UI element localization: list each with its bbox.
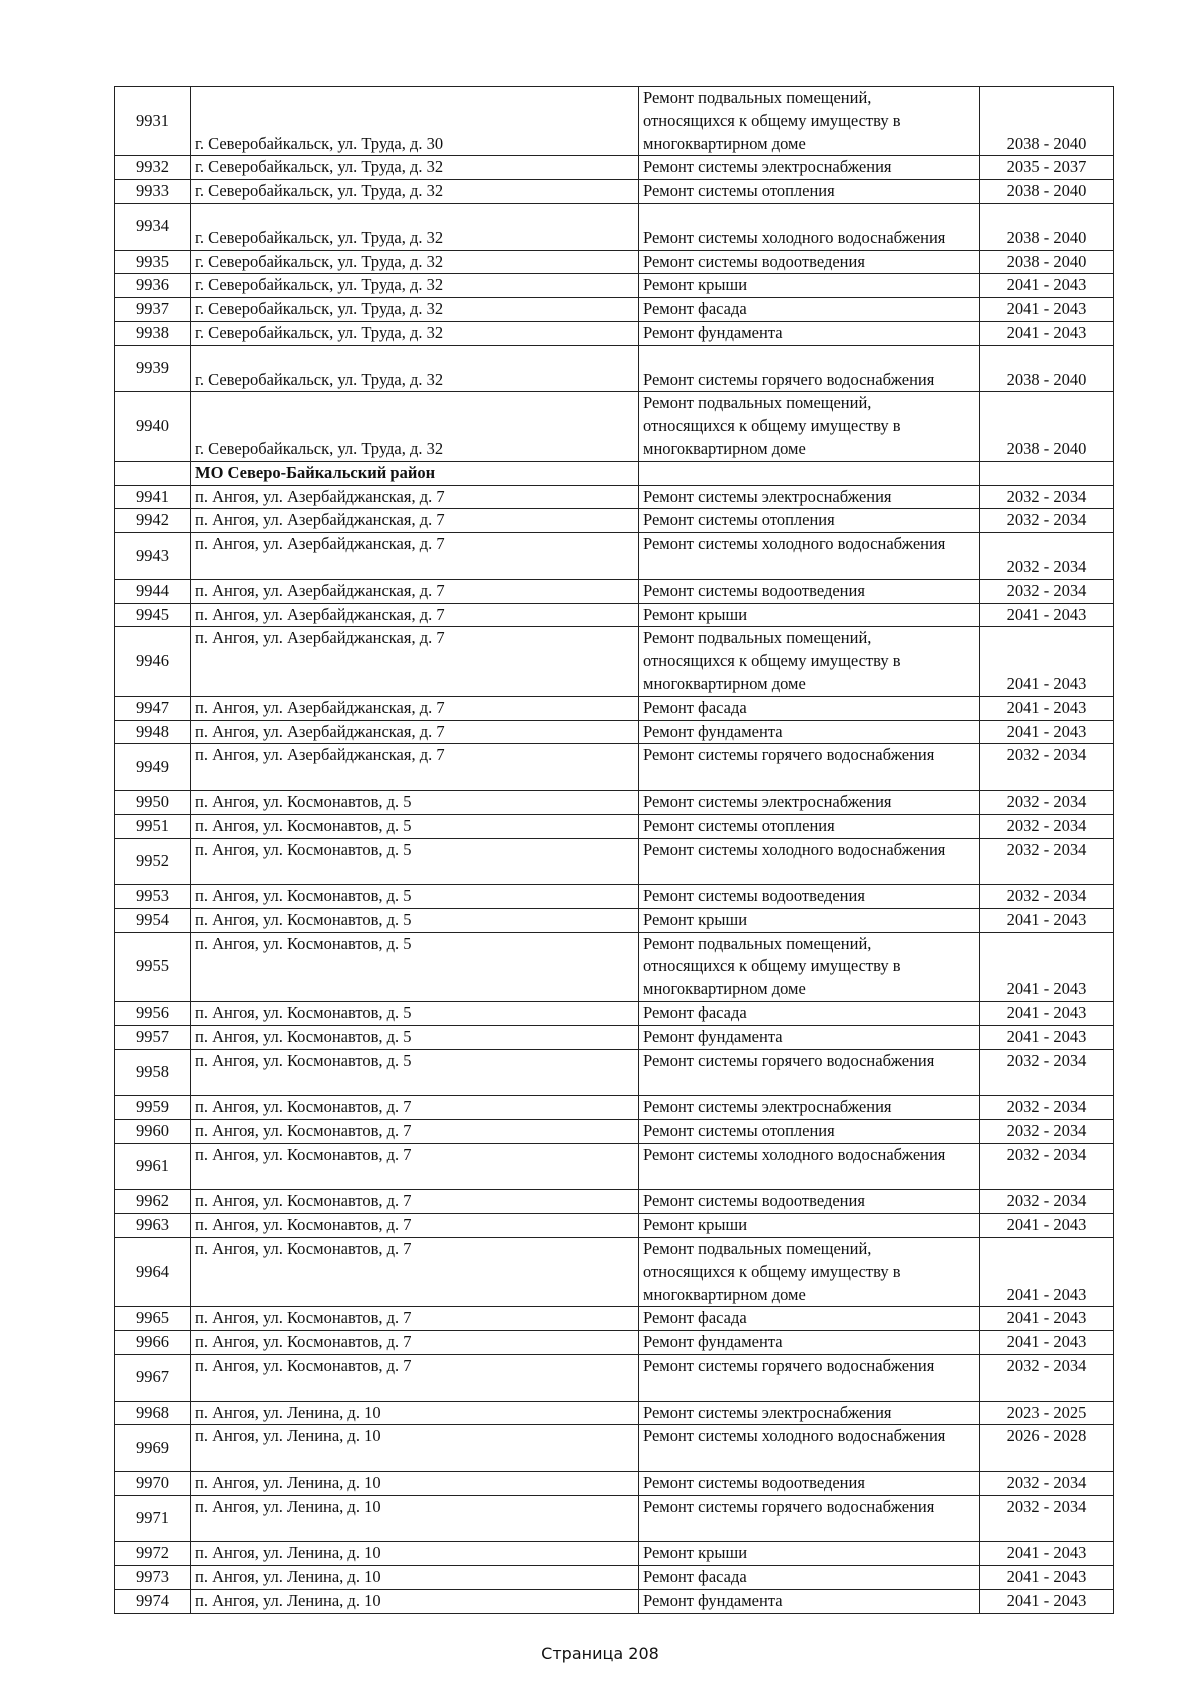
work-type-cell (639, 509, 980, 533)
period-cell: 2041 - 2043 (980, 908, 1114, 932)
work-type-line: Ремонт крыши (643, 1543, 748, 1563)
work-type-line: Ремонт системы холодного водоснабжения (643, 534, 946, 554)
address-cell: п. Ангоя, ул. Азербайджанская, д. 7 (191, 627, 639, 696)
work-type-line: Ремонт системы электроснабжения (643, 486, 892, 506)
row-number: 9953 (115, 885, 191, 909)
work-type-line: Ремонт фасада (643, 1567, 747, 1587)
period-cell: 2032 - 2034 (980, 509, 1114, 533)
work-type-cell (639, 1590, 980, 1614)
work-type-cell (639, 274, 980, 298)
row-number: 9939 (115, 345, 191, 392)
address-cell: п. Ангоя, ул. Ленина, д. 10 (191, 1425, 639, 1472)
address-cell: п. Ангоя, ул. Космонавтов, д. 7 (191, 1190, 639, 1214)
row-number: 9974 (115, 1590, 191, 1614)
row-number: 9957 (115, 1025, 191, 1049)
row-number: 9940 (115, 392, 191, 461)
row-number: 9969 (115, 1425, 191, 1472)
period-cell: 2038 - 2040 (980, 87, 1114, 156)
address-cell: п. Ангоя, ул. Космонавтов, д. 5 (191, 885, 639, 909)
row-number: 9966 (115, 1331, 191, 1355)
period-cell: 2041 - 2043 (980, 1214, 1114, 1238)
period-cell: 2038 - 2040 (980, 392, 1114, 461)
row-number: 9944 (115, 579, 191, 603)
table-row (115, 885, 1114, 909)
work-type-line: Ремонт системы электроснабжения (643, 1097, 892, 1117)
row-number: 9931 (115, 87, 191, 156)
work-type-line: Ремонт системы электроснабжения (643, 791, 892, 811)
period-cell: 2035 - 2037 (980, 156, 1114, 180)
work-type-cell (639, 1542, 980, 1566)
period-cell: 2032 - 2034 (980, 790, 1114, 814)
row-number: 9955 (115, 932, 191, 1001)
period-cell: 2041 - 2043 (980, 1331, 1114, 1355)
work-type-line: Ремонт системы водоотведения (643, 1473, 865, 1493)
period-cell: 2032 - 2034 (980, 814, 1114, 838)
row-number: 9961 (115, 1143, 191, 1190)
row-number: 9967 (115, 1355, 191, 1402)
work-type-cell (639, 1307, 980, 1331)
table-row (115, 814, 1114, 838)
address-cell: п. Ангоя, ул. Космонавтов, д. 7 (191, 1096, 639, 1120)
table-row (115, 298, 1114, 322)
period-cell: 2041 - 2043 (980, 274, 1114, 298)
row-number: 9972 (115, 1542, 191, 1566)
address-cell: п. Ангоя, ул. Космонавтов, д. 7 (191, 1307, 639, 1331)
row-number: 9942 (115, 509, 191, 533)
address-cell: п. Ангоя, ул. Азербайджанская, д. 7 (191, 603, 639, 627)
table-row (115, 392, 1114, 461)
work-type-line: Ремонт фундамента (643, 1332, 783, 1352)
row-number: 9963 (115, 1214, 191, 1238)
address-cell: п. Ангоя, ул. Ленина, д. 10 (191, 1566, 639, 1590)
table-row (115, 696, 1114, 720)
row-number: 9970 (115, 1472, 191, 1496)
address-cell: г. Северобайкальск, ул. Труда, д. 32 (191, 203, 639, 250)
period-cell: 2032 - 2034 (980, 1472, 1114, 1496)
table-row (115, 1025, 1114, 1049)
row-number: 9937 (115, 298, 191, 322)
work-type-line: Ремонт системы горячего водоснабжения (643, 1496, 935, 1516)
work-type-cell (639, 250, 980, 274)
work-type-cell (639, 1214, 980, 1238)
table-row (115, 250, 1114, 274)
table-row (115, 533, 1114, 580)
row-number: 9959 (115, 1096, 191, 1120)
page-number: Страница 208 (541, 1644, 659, 1663)
table-row (115, 1425, 1114, 1472)
work-type-cell (639, 321, 980, 345)
work-type-cell (639, 1096, 980, 1120)
table-row (115, 1143, 1114, 1190)
row-number: 9973 (115, 1566, 191, 1590)
table-row (115, 790, 1114, 814)
work-type-cell (639, 180, 980, 204)
address-cell: п. Ангоя, ул. Азербайджанская, д. 7 (191, 485, 639, 509)
work-type-line: Ремонт системы водоотведения (643, 251, 865, 271)
table-body (115, 87, 1114, 1614)
work-type-cell (639, 627, 980, 696)
work-type-line: Ремонт подвальных помещений, (643, 393, 872, 413)
work-type-line: Ремонт системы холодного водоснабжения (643, 839, 946, 859)
work-type-line: Ремонт системы отопления (643, 510, 835, 530)
table-row (115, 1214, 1114, 1238)
work-type-line: Ремонт фундамента (643, 1591, 783, 1610)
address-cell: г. Северобайкальск, ул. Труда, д. 32 (191, 180, 639, 204)
address-cell: п. Ангоя, ул. Космонавтов, д. 5 (191, 814, 639, 838)
table-row (115, 1096, 1114, 1120)
table-row (115, 1307, 1114, 1331)
row-number: 9932 (115, 156, 191, 180)
period-cell: 2041 - 2043 (980, 603, 1114, 627)
period-cell: 2041 - 2043 (980, 1238, 1114, 1307)
work-type-cell (639, 1472, 980, 1496)
work-type-line: относящихся к общему имуществу в (643, 651, 901, 671)
work-type-cell (639, 1331, 980, 1355)
address-cell: п. Ангоя, ул. Азербайджанская, д. 7 (191, 744, 639, 791)
address-cell: п. Ангоя, ул. Азербайджанская, д. 7 (191, 533, 639, 580)
period-cell: 2023 - 2025 (980, 1401, 1114, 1425)
document-sheet (114, 86, 1114, 1614)
work-type-line: Ремонт системы электроснабжения (643, 1402, 892, 1422)
period-cell: 2032 - 2034 (980, 1143, 1114, 1190)
period-cell: 2041 - 2043 (980, 298, 1114, 322)
work-type-line: Ремонт фасада (643, 299, 747, 319)
address-cell: п. Ангоя, ул. Ленина, д. 10 (191, 1495, 639, 1542)
work-type-cell (639, 790, 980, 814)
work-type-line: Ремонт системы горячего водоснабжения (643, 1356, 935, 1376)
work-type-line: Ремонт фундамента (643, 322, 783, 342)
row-number: 9949 (115, 744, 191, 791)
period-cell: 2038 - 2040 (980, 203, 1114, 250)
row-number: 9958 (115, 1049, 191, 1096)
period-cell: 2026 - 2028 (980, 1425, 1114, 1472)
work-type-cell (639, 1238, 980, 1307)
period-cell: 2032 - 2034 (980, 838, 1114, 885)
work-type-line: Ремонт фасада (643, 1308, 747, 1328)
address-cell: п. Ангоя, ул. Космонавтов, д. 7 (191, 1120, 639, 1144)
row-number: 9935 (115, 250, 191, 274)
work-type-line: относящихся к общему имуществу в (643, 416, 901, 436)
period-cell: 2041 - 2043 (980, 321, 1114, 345)
address-cell: п. Ангоя, ул. Космонавтов, д. 7 (191, 1355, 639, 1402)
work-type-line: многоквартирном доме (643, 979, 806, 999)
row-number: 9947 (115, 696, 191, 720)
period-cell: 2032 - 2034 (980, 1495, 1114, 1542)
address-cell: п. Ангоя, ул. Ленина, д. 10 (191, 1590, 639, 1614)
work-type-line: многоквартирном доме (643, 1284, 806, 1304)
table-row (115, 1355, 1114, 1402)
address-cell: п. Ангоя, ул. Космонавтов, д. 5 (191, 932, 639, 1001)
row-number: 9950 (115, 790, 191, 814)
address-cell: п. Ангоя, ул. Азербайджанская, д. 7 (191, 509, 639, 533)
period-cell: 2041 - 2043 (980, 1307, 1114, 1331)
work-type-cell (639, 744, 980, 791)
work-type-line: Ремонт подвальных помещений, (643, 88, 872, 107)
period-cell: 2032 - 2034 (980, 744, 1114, 791)
table-row (115, 1590, 1114, 1614)
row-number: 9933 (115, 180, 191, 204)
address-cell: п. Ангоя, ул. Азербайджанская, д. 7 (191, 720, 639, 744)
work-type-cell (639, 603, 980, 627)
period-cell: 2038 - 2040 (980, 180, 1114, 204)
table-row (115, 579, 1114, 603)
work-type-cell (639, 1355, 980, 1402)
work-type-cell (639, 1401, 980, 1425)
address-cell: п. Ангоя, ул. Космонавтов, д. 7 (191, 1238, 639, 1307)
table-row (115, 345, 1114, 392)
work-type-cell (639, 1120, 980, 1144)
work-type-line: Ремонт фасада (643, 1003, 747, 1023)
address-cell: п. Ангоя, ул. Космонавтов, д. 5 (191, 790, 639, 814)
table-row (115, 720, 1114, 744)
row-number: 9954 (115, 908, 191, 932)
address-cell: п. Ангоя, ул. Космонавтов, д. 7 (191, 1331, 639, 1355)
table-row (115, 1401, 1114, 1425)
address-cell: г. Северобайкальск, ул. Труда, д. 32 (191, 156, 639, 180)
section-title: МО Северо-Байкальский район (191, 461, 639, 485)
period-cell: 2032 - 2034 (980, 1049, 1114, 1096)
work-type-cell (639, 533, 980, 580)
work-type-line: Ремонт крыши (643, 604, 748, 624)
work-type-cell (639, 579, 980, 603)
work-type-cell (639, 1025, 980, 1049)
row-number: 9960 (115, 1120, 191, 1144)
row-number: 9934 (115, 203, 191, 250)
work-type-cell (639, 1143, 980, 1190)
row-number: 9971 (115, 1495, 191, 1542)
work-type-cell (639, 838, 980, 885)
table-row (115, 744, 1114, 791)
section-row (115, 461, 1114, 485)
period-cell: 2041 - 2043 (980, 1542, 1114, 1566)
period-cell: 2041 - 2043 (980, 1025, 1114, 1049)
row-number: 9943 (115, 533, 191, 580)
period-cell: 2032 - 2034 (980, 885, 1114, 909)
address-cell: г. Северобайкальск, ул. Труда, д. 32 (191, 298, 639, 322)
table-row (115, 1049, 1114, 1096)
work-type-cell (639, 1495, 980, 1542)
work-type-line: Ремонт системы холодного водоснабжения (643, 1426, 946, 1446)
address-cell: п. Ангоя, ул. Космонавтов, д. 5 (191, 838, 639, 885)
work-type-line: многоквартирном доме (643, 133, 806, 153)
work-type-line: Ремонт системы горячего водоснабжения (643, 1050, 935, 1070)
period-cell: 2041 - 2043 (980, 932, 1114, 1001)
table-row (115, 1566, 1114, 1590)
table-row (115, 932, 1114, 1001)
row-number: 9951 (115, 814, 191, 838)
period-cell: 2032 - 2034 (980, 485, 1114, 509)
work-type-cell (639, 885, 980, 909)
row-number: 9956 (115, 1002, 191, 1026)
empty-cell (639, 461, 980, 485)
period-cell: 2041 - 2043 (980, 1002, 1114, 1026)
period-cell: 2032 - 2034 (980, 1190, 1114, 1214)
work-type-cell (639, 298, 980, 322)
table-row (115, 321, 1114, 345)
work-type-line: Ремонт крыши (643, 275, 748, 295)
period-cell: 2041 - 2043 (980, 1590, 1114, 1614)
period-cell: 2032 - 2034 (980, 579, 1114, 603)
work-type-line: Ремонт фундамента (643, 1026, 783, 1046)
address-cell: г. Северобайкальск, ул. Труда, д. 30 (191, 87, 639, 156)
work-type-cell (639, 345, 980, 392)
work-type-line: относящихся к общему имуществу в (643, 110, 901, 130)
table-row (115, 1472, 1114, 1496)
work-type-line: Ремонт крыши (643, 1215, 748, 1235)
work-type-line: многоквартирном доме (643, 673, 806, 693)
address-cell: п. Ангоя, ул. Космонавтов, д. 5 (191, 1049, 639, 1096)
period-cell: 2041 - 2043 (980, 720, 1114, 744)
row-number: 9964 (115, 1238, 191, 1307)
period-cell: 2032 - 2034 (980, 1096, 1114, 1120)
row-number: 9941 (115, 485, 191, 509)
table-row (115, 838, 1114, 885)
work-type-cell (639, 87, 980, 156)
period-cell: 2041 - 2043 (980, 696, 1114, 720)
address-cell: п. Ангоя, ул. Азербайджанская, д. 7 (191, 579, 639, 603)
row-number: 9945 (115, 603, 191, 627)
work-type-line: Ремонт системы водоотведения (643, 886, 865, 906)
row-number: 9938 (115, 321, 191, 345)
address-cell: п. Ангоя, ул. Космонавтов, д. 7 (191, 1214, 639, 1238)
address-cell: г. Северобайкальск, ул. Труда, д. 32 (191, 321, 639, 345)
work-type-cell (639, 696, 980, 720)
address-cell: г. Северобайкальск, ул. Труда, д. 32 (191, 250, 639, 274)
work-type-line: Ремонт системы отопления (643, 1121, 835, 1141)
work-type-cell (639, 203, 980, 250)
address-cell: п. Ангоя, ул. Космонавтов, д. 5 (191, 1025, 639, 1049)
row-number: 9946 (115, 627, 191, 696)
empty-cell (115, 461, 191, 485)
work-type-line: Ремонт системы отопления (643, 815, 835, 835)
work-type-line: Ремонт системы электроснабжения (643, 157, 892, 177)
work-type-line: многоквартирном доме (643, 438, 806, 458)
table-row (115, 485, 1114, 509)
work-type-line: Ремонт крыши (643, 909, 748, 929)
table-row (115, 908, 1114, 932)
work-type-line: Ремонт системы холодного водоснабжения (643, 1144, 946, 1164)
period-cell: 2032 - 2034 (980, 533, 1114, 580)
address-cell: п. Ангоя, ул. Космонавтов, д. 7 (191, 1143, 639, 1190)
work-type-line: Ремонт системы водоотведения (643, 580, 865, 600)
work-type-line: относящихся к общему имуществу в (643, 1261, 901, 1281)
table-row (115, 203, 1114, 250)
work-type-cell (639, 156, 980, 180)
repair-schedule-table (114, 86, 1114, 1614)
row-number: 9936 (115, 274, 191, 298)
empty-cell (980, 461, 1114, 485)
work-type-cell (639, 814, 980, 838)
work-type-cell (639, 932, 980, 1001)
work-type-line: Ремонт системы холодного водоснабжения (643, 227, 946, 247)
work-type-cell (639, 1049, 980, 1096)
work-type-cell (639, 1425, 980, 1472)
work-type-line: Ремонт фасада (643, 697, 747, 717)
address-cell: п. Ангоя, ул. Космонавтов, д. 5 (191, 908, 639, 932)
period-cell: 2041 - 2043 (980, 627, 1114, 696)
table-row (115, 156, 1114, 180)
address-cell: п. Ангоя, ул. Ленина, д. 10 (191, 1401, 639, 1425)
row-number: 9952 (115, 838, 191, 885)
row-number: 9948 (115, 720, 191, 744)
work-type-cell (639, 908, 980, 932)
table-row (115, 180, 1114, 204)
work-type-cell (639, 392, 980, 461)
work-type-line: Ремонт подвальных помещений, (643, 628, 872, 648)
address-cell: п. Ангоя, ул. Ленина, д. 10 (191, 1472, 639, 1496)
address-cell: г. Северобайкальск, ул. Труда, д. 32 (191, 392, 639, 461)
address-cell: г. Северобайкальск, ул. Труда, д. 32 (191, 345, 639, 392)
table-row (115, 87, 1114, 156)
table-row (115, 1238, 1114, 1307)
table-row (115, 509, 1114, 533)
period-cell: 2038 - 2040 (980, 345, 1114, 392)
period-cell: 2038 - 2040 (980, 250, 1114, 274)
work-type-cell (639, 720, 980, 744)
address-cell: п. Ангоя, ул. Космонавтов, д. 5 (191, 1002, 639, 1026)
period-cell: 2032 - 2034 (980, 1355, 1114, 1402)
work-type-line: относящихся к общему имуществу в (643, 956, 901, 976)
work-type-line: Ремонт подвальных помещений, (643, 1239, 872, 1259)
table-row (115, 1120, 1114, 1144)
table-row (115, 1542, 1114, 1566)
address-cell: п. Ангоя, ул. Азербайджанская, д. 7 (191, 696, 639, 720)
row-number: 9965 (115, 1307, 191, 1331)
work-type-line: Ремонт системы горячего водоснабжения (643, 745, 935, 765)
work-type-line: Ремонт системы отопления (643, 181, 835, 201)
work-type-line: Ремонт фундамента (643, 721, 783, 741)
work-type-cell (639, 1002, 980, 1026)
row-number: 9962 (115, 1190, 191, 1214)
period-cell: 2032 - 2034 (980, 1120, 1114, 1144)
work-type-line: Ремонт системы водоотведения (643, 1191, 865, 1211)
period-cell: 2041 - 2043 (980, 1566, 1114, 1590)
work-type-line: Ремонт подвальных помещений, (643, 933, 872, 953)
work-type-line: Ремонт системы горячего водоснабжения (643, 369, 935, 389)
table-row (115, 627, 1114, 696)
work-type-cell (639, 1566, 980, 1590)
address-cell: п. Ангоя, ул. Ленина, д. 10 (191, 1542, 639, 1566)
table-row (115, 274, 1114, 298)
work-type-cell (639, 485, 980, 509)
table-row (115, 603, 1114, 627)
address-cell: г. Северобайкальск, ул. Труда, д. 32 (191, 274, 639, 298)
row-number: 9968 (115, 1401, 191, 1425)
work-type-cell (639, 1190, 980, 1214)
table-row (115, 1002, 1114, 1026)
table-row (115, 1190, 1114, 1214)
table-row (115, 1495, 1114, 1542)
table-row (115, 1331, 1114, 1355)
